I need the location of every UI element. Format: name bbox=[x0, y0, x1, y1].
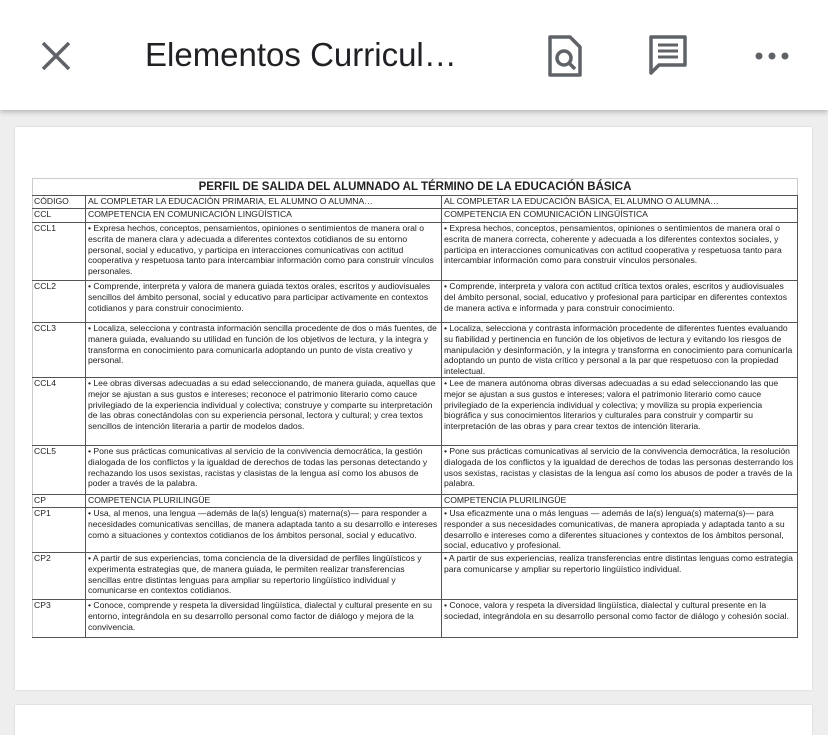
table-row bbox=[33, 494, 798, 507]
next-page bbox=[15, 705, 812, 735]
row-code: CP2 bbox=[33, 552, 86, 599]
header-primaria: AL COMPLETAR LA EDUCACIÓN PRIMARIA, EL ALUMNO O ALUMNA… bbox=[86, 196, 442, 209]
table-row bbox=[33, 377, 798, 445]
close-icon[interactable] bbox=[36, 36, 76, 76]
table-row bbox=[33, 281, 798, 323]
row-primaria: • Conoce, comprende y respeta la diversidad lingüística, dialectal y cultural presente en su entorno, integrándola en su desarrollo personal como factor de diálogo y mejora de la convivencia. bbox=[86, 599, 442, 637]
row-basica: • Expresa hechos, conceptos, pensamientos, opiniones o sentimientos de manera oral o escrita de manera correcta, coherente y adecuada a los diferentes contextos sociales, y participa en interacciones comunicativas con actitud cooperativa y respetuosa tanto para intercambiar información como para construir vínculos personales. bbox=[442, 223, 798, 281]
table-row bbox=[33, 507, 798, 552]
top-app-bar bbox=[0, 0, 828, 110]
row-code: CP1 bbox=[33, 507, 86, 552]
table-row bbox=[33, 223, 798, 281]
row-code: CCL3 bbox=[33, 323, 86, 378]
row-primaria: • Pone sus prácticas comunicativas al servicio de la convivencia democrática, la gestión dialogada de los conflictos y la igualdad de derechos de todas las personas detectando y rechazando los usos sexistas, racistas y clasistas de la lengua así como los abusos de poder a través de la palabra. bbox=[86, 445, 442, 494]
table-row bbox=[33, 323, 798, 378]
perfil-salida-table bbox=[32, 178, 798, 638]
row-primaria: • Lee obras diversas adecuadas a su edad seleccionando, de manera guiada, aquellas que mejor se ajustan a sus gustos e intereses; reconoce el patrimonio literario como cauce privilegiado de la experiencia individual y colectiva; construye y comparte su interpretación de las obras conectándolas con su experiencia personal, lectora y cultural; y crea textos sencillos de intención literaria a partir de modelos dados. bbox=[86, 377, 442, 445]
row-primaria: COMPETENCIA PLURILINGÜE bbox=[86, 494, 442, 507]
table-title: PERFIL DE SALIDA DEL ALUMNADO AL TÉRMINO DE LA EDUCACIÓN BÁSICA bbox=[33, 179, 798, 196]
row-code: CCL1 bbox=[33, 223, 86, 281]
header-code: CÓDIGO bbox=[33, 196, 86, 209]
table-row bbox=[33, 209, 798, 223]
header-basica: AL COMPLETAR LA EDUCACIÓN BÁSICA, EL ALUMNO O ALUMNA… bbox=[442, 196, 798, 209]
table-title-row bbox=[33, 179, 798, 196]
row-code: CCL4 bbox=[33, 377, 86, 445]
document-page bbox=[15, 127, 812, 690]
row-basica: COMPETENCIA PLURILINGÜE bbox=[442, 494, 798, 507]
row-basica: • Conoce, valora y respeta la diversidad lingüística, dialectal y cultural presente en la sociedad, integrándola en su desarrollo personal como factor de diálogo y cohesión social. bbox=[442, 599, 798, 637]
row-primaria: • Comprende, interpreta y valora de manera guiada textos orales, escritos y audiovisuales sencillos del ámbito personal, social y educativo para participar activamente en contextos cotidianos y para construir conocimiento. bbox=[86, 281, 442, 323]
row-basica: • Comprende, interpreta y valora con actitud crítica textos orales, escritos y audiovisuales del ámbito personal, social, educativo y profesional para participar en diferentes contextos de manera activa e informada y para construir conocimiento. bbox=[442, 281, 798, 323]
row-primaria: COMPETENCIA EN COMUNICACIÓN LINGÜÍSTICA bbox=[86, 209, 442, 223]
row-basica: COMPETENCIA EN COMUNICACIÓN LINGÜÍSTICA bbox=[442, 209, 798, 223]
comment-icon[interactable] bbox=[648, 34, 688, 78]
row-primaria: • Localiza, selecciona y contrasta información sencilla procedente de dos o más fuentes, de manera guiada, evaluando su utilidad en función de los objetivos de lectura, y la integra y transforma en conocimiento para comunicarla adoptando un punto de vista creativo y personal. bbox=[86, 323, 442, 378]
table-header-row bbox=[33, 196, 798, 209]
row-basica: • Localiza, selecciona y contrasta información procedente de diferentes fuentes evaluando su fiabilidad y pertinencia en función de los objetivos de lectura y evitando los riesgos de manipulación y desinformación, y la integra y transforma en conocimiento para comunicarla adoptando un punto de vista crítico y personal a la par que respetuoso con la propiedad intelectual. bbox=[442, 323, 798, 378]
row-code: CCL bbox=[33, 209, 86, 223]
row-basica: • Pone sus prácticas comunicativas al servicio de la convivencia democrática, la resolución dialogada de los conflictos y la igualdad de derechos de todas las personas desterrando los usos sexistas, racistas y clasistas de la lengua así como los abusos de poder a través de la palabra. bbox=[442, 445, 798, 494]
table-row bbox=[33, 599, 798, 637]
table-row bbox=[33, 445, 798, 494]
row-code: CP bbox=[33, 494, 86, 507]
row-code: CCL2 bbox=[33, 281, 86, 323]
row-basica: • Usa eficazmente una o más lenguas — además de la(s) lengua(s) materna(s)— para responder a sus necesidades comunicativas, de manera apropiada y adaptada tanto a su desarrollo e intereses como a diferentes situaciones y contextos de los ámbitos personal, social, educativo y profesional. bbox=[442, 507, 798, 552]
find-in-page-icon[interactable] bbox=[544, 34, 584, 78]
row-basica: • Lee de manera autónoma obras diversas adecuadas a su edad seleccionando las que mejor se ajustan a sus gustos e intereses; valora el patrimonio literario como cauce privilegiado de la experiencia individual y colectiva; y moviliza su propia experiencia biográfica y sus conocimientos literarios y culturales para construir y compartir su interpretación de las obras y para crear textos de intención literaria. bbox=[442, 377, 798, 445]
row-basica: • A partir de sus experiencias, realiza transferencias entre distintas lenguas como estrategia para comunicarse y ampliar su repertorio lingüístico individual. bbox=[442, 552, 798, 599]
table-row bbox=[33, 552, 798, 599]
row-code: CCL5 bbox=[33, 445, 86, 494]
more-horizontal-icon[interactable] bbox=[752, 34, 792, 78]
row-primaria: • Usa, al menos, una lengua —además de la(s) lengua(s) materna(s)— para responder a necesidades comunicativas sencillas, de manera adaptada tanto a su desarrollo e intereses como a situaciones y contextos cotidianos de los ámbitos personal, social y educativo. bbox=[86, 507, 442, 552]
row-primaria: • A partir de sus experiencias, toma conciencia de la diversidad de perfiles lingüísticos y experimenta estrategias que, de manera guiada, le permiten realizar transferencias sencillas entre distintas lenguas para ampliar su repertorio lingüístico individual y comunicarse en contextos cotidianos. bbox=[86, 552, 442, 599]
document-title: Elementos Curricul… bbox=[145, 36, 457, 73]
row-primaria: • Expresa hechos, conceptos, pensamientos, opiniones o sentimientos de manera oral o escrita de manera clara y adecuada a diferentes contextos cotidianos de su entorno personal, social y educativo, y participa en interacciones comunicativas con actitud cooperativa y respetuosa tanto para intercambiar información como para construir vínculos personales. bbox=[86, 223, 442, 281]
row-code: CP3 bbox=[33, 599, 86, 637]
